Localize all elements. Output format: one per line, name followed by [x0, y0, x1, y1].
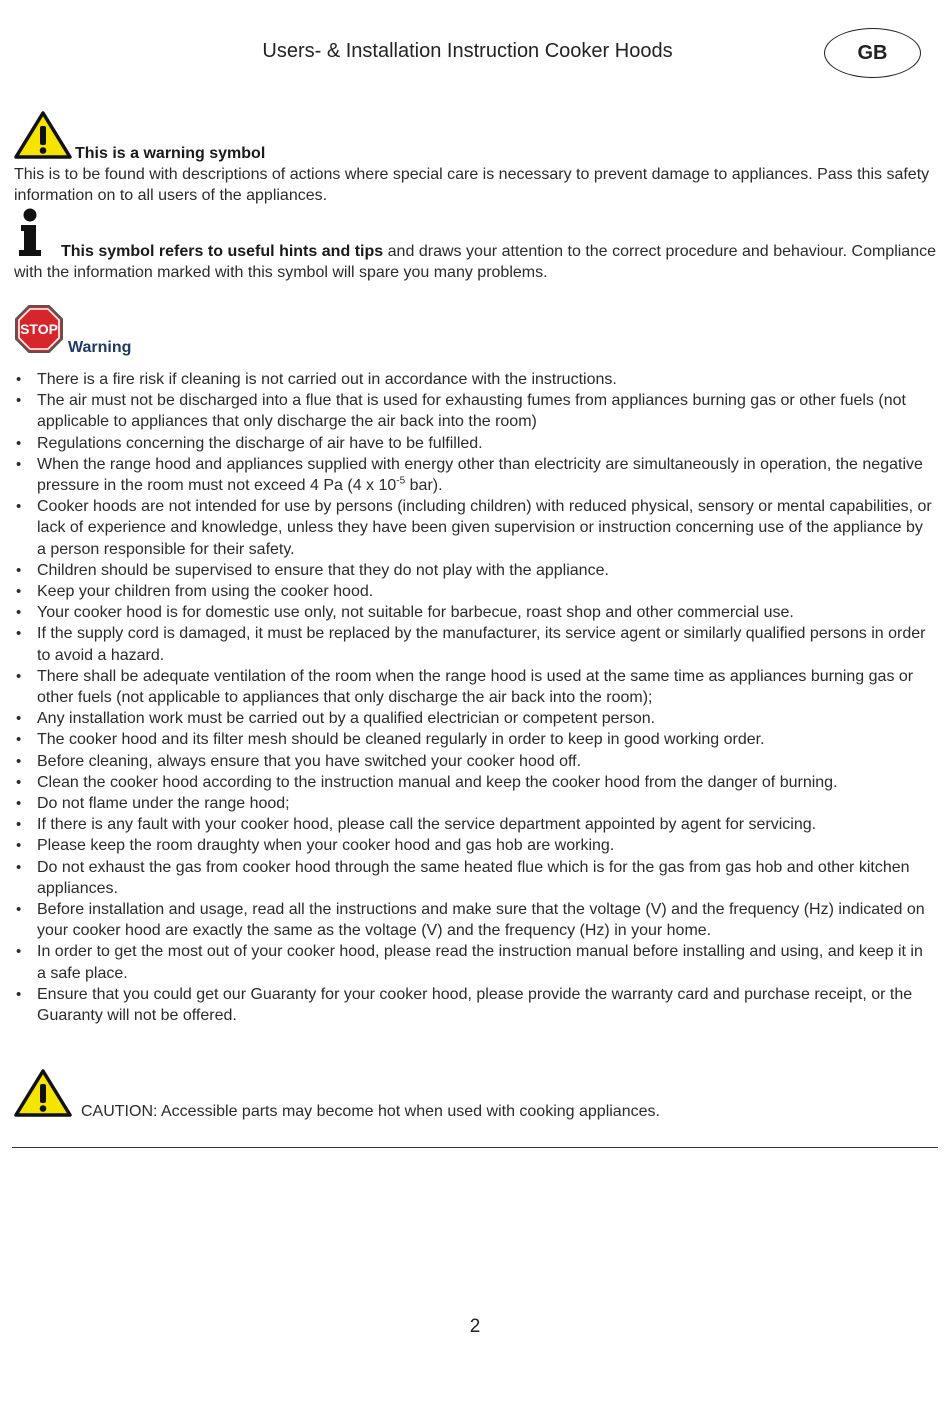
list-item: • Please keep the room draughty when your cooker hood and gas hob are working. — [14, 835, 936, 856]
page-title: Users- & Installation Instruction Cooker Hoods — [262, 40, 673, 62]
exponent: -5 — [396, 475, 406, 487]
stop-sign-icon — [14, 304, 64, 354]
list-item-text: bar). — [405, 477, 443, 495]
list-item: • Keep your children from using the cooker hood. — [14, 581, 936, 602]
list-item: • Before installation and usage, read all the instructions and make sure that the voltage (V) and the frequency (Hz) indicated on your cooker hood are exactly the same as the voltage (V) and the frequency (Hz) in your home. — [14, 899, 936, 941]
list-item: • If there is any fault with your cooker hood, please call the service department appointed by agent for servicing. — [14, 814, 936, 835]
warning-symbol-text: This is to be found with descriptions of actions where special care is necessary to prevent damage to appliances. Pass this safety information on to all users of the appliances. — [14, 166, 930, 204]
list-item: • Do not flame under the range hood; — [14, 793, 936, 814]
list-item: • The air must not be discharged into a flue that is used for exhausting fumes from appliances burning gas or other fuels (not applicable to appliances that only discharge the air back into the room) — [14, 390, 936, 432]
info-symbol-text: and draws your attention to the correct procedure and behaviour. Compliance with the information marked with this symbol will spare you many problems. — [14, 243, 936, 281]
list-item: • Cooker hoods are not intended for use by persons (including children) with reduced physical, sensory or mental capabilities, or lack of experience and knowledge, unless they have been given supervision or instruction concerning use of the appliance by a person responsible for their safety. — [14, 496, 936, 560]
warnings-list — [14, 369, 936, 1026]
list-item: • The cooker hood and its filter mesh should be cleaned regularly in order to keep in good working order. — [14, 729, 936, 750]
warning-heading-wrap — [68, 337, 368, 358]
list-item: • Any installation work must be carried out by a qualified electrician or competent person. — [14, 708, 936, 729]
list-item: • Do not exhaust the gas from cooker hood through the same heated flue which is for the gas from gas hob and other kitchen appliances. — [14, 857, 936, 899]
list-item: • Children should be supervised to ensure that they do not play with the appliance. — [14, 560, 936, 581]
language-badge: GB — [824, 28, 921, 78]
list-item — [14, 454, 936, 496]
list-item: • Before cleaning, always ensure that you have switched your cooker hood off. — [14, 751, 936, 772]
list-item: • Ensure that you could get our Guaranty for your cooker hood, please provide the warranty card and purchase receipt, or the Guaranty will not be offered. — [14, 984, 936, 1026]
info-symbol-section — [14, 241, 936, 283]
warning-symbol-heading: This is a warning symbol — [75, 145, 266, 162]
divider — [12, 1147, 938, 1148]
warning-symbol-section — [14, 143, 936, 206]
list-item: • Clean the cooker hood according to the instruction manual and keep the cooker hood from the danger of burning. — [14, 772, 936, 793]
list-item: • Regulations concerning the discharge of air have to be fulfilled. — [14, 433, 936, 454]
list-item: • There is a fire risk if cleaning is not carried out in accordance with the instructions. — [14, 369, 936, 390]
info-symbol-heading: This symbol refers to useful hints and tips — [61, 243, 384, 260]
page-number: 2 — [469, 1316, 481, 1337]
warning-heading: Warning — [68, 339, 132, 356]
list-item-text: When the range hood and appliances supplied with energy other than electricity are simultaneously in operation, the negative pressure in the room must not exceed 4 Pa (4 x 10 — [37, 455, 923, 495]
list-item: • In order to get the most out of your cooker hood, please read the instruction manual before installing and using, and keep it in a safe place. — [14, 941, 936, 983]
list-item: • Your cooker hood is for domestic use only, not suitable for barbecue, roast shop and other commercial use. — [14, 602, 936, 623]
list-item: • If the supply cord is damaged, it must be replaced by the manufacturer, its service agent or similarly qualified persons in order to avoid a hazard. — [14, 623, 936, 665]
list-item: • There shall be adequate ventilation of the room when the range hood is used at the same time as appliances burning gas or other fuels (not applicable to appliances that only discharge the air back into the room); — [14, 666, 936, 708]
caution-warning-triangle-icon — [14, 1068, 72, 1118]
stop-sign-label: STOP — [20, 321, 58, 337]
caution-text: CAUTION: Accessible parts may become hot when used with cooking appliances. — [81, 1103, 660, 1120]
